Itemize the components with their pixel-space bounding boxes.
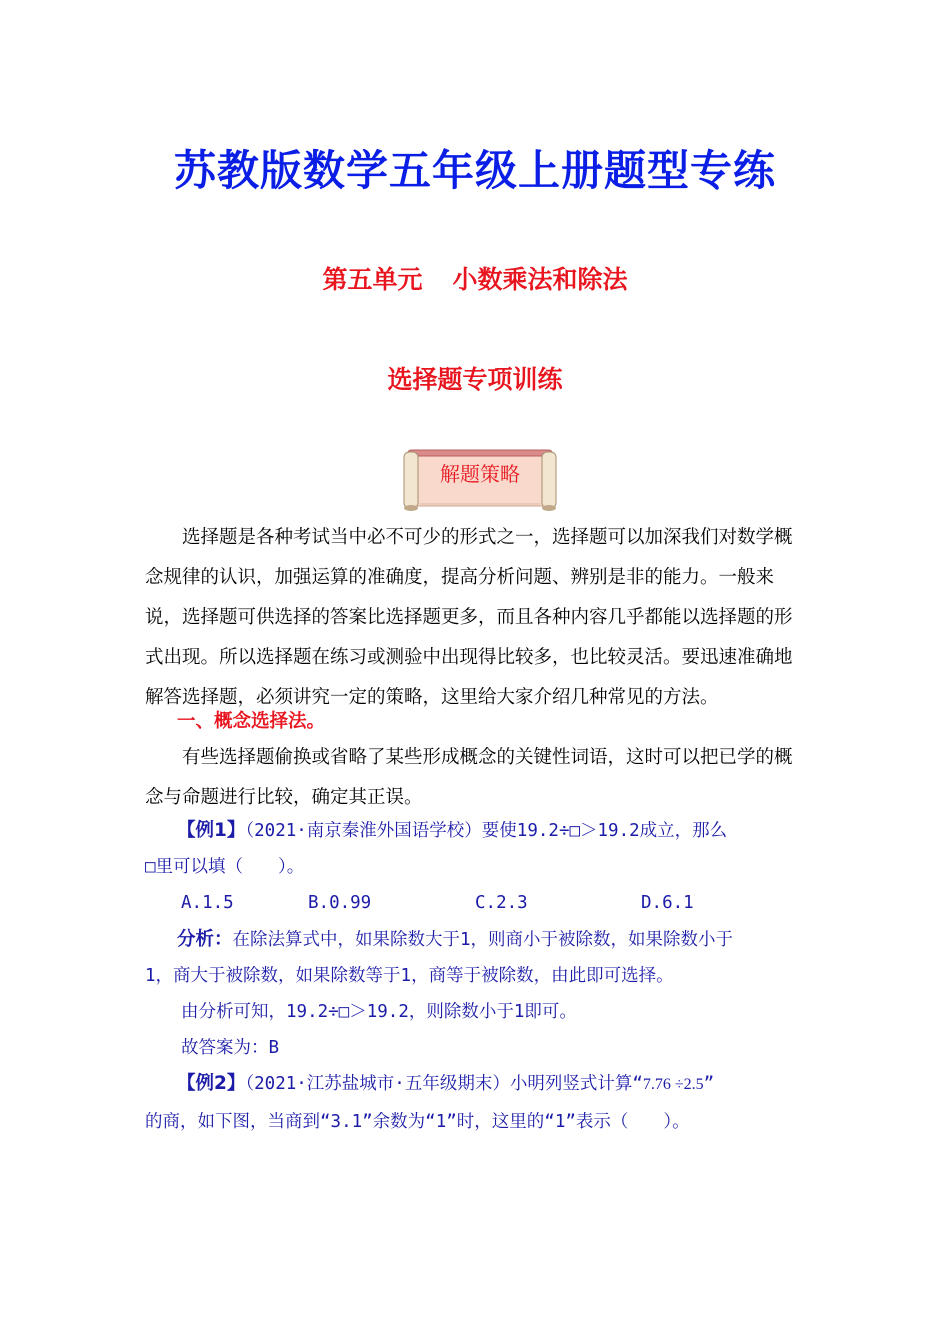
analysis-line1 bbox=[177, 922, 733, 958]
example2-close-quote: ” bbox=[703, 1074, 715, 1094]
banner-label: 解题策略 bbox=[440, 462, 520, 486]
analysis-label: 分析： bbox=[177, 929, 233, 950]
example1-question: （2021·南京秦淮外国语学校）要使19.2÷□＞19.2成立，那么 bbox=[245, 821, 728, 841]
example1-line2: □里可以填（ ）。 bbox=[145, 857, 305, 877]
unit-name: 小数乘法和除法 bbox=[452, 265, 628, 294]
option-d: D.6.1 bbox=[641, 893, 694, 913]
example2-question: （2021·江苏盐城市·五年级期末）小明列竖式计算“ bbox=[245, 1074, 643, 1094]
example1-options bbox=[0, 893, 950, 917]
option-c: C.2.3 bbox=[475, 893, 528, 913]
method1-description: 有些选择题偷换或省略了某些形成概念的关键性词语，这时可以把已学的概念与命题进行比较，确定其正误。 bbox=[145, 747, 793, 808]
example1-tag: 【例1】 bbox=[177, 820, 246, 841]
method1-heading: 一、概念选择法。 bbox=[177, 711, 326, 732]
document-title: 苏教版数学五年级上册题型专练 bbox=[173, 146, 776, 195]
analysis-line2: 1，商大于被除数，如果除数等于1，商等于被除数，由此即可选择。 bbox=[145, 966, 674, 986]
example2-tag: 【例2】 bbox=[177, 1073, 246, 1094]
section-subtitle: 选择题专项训练 bbox=[387, 365, 563, 394]
analysis-text1: 在除法算式中，如果除数大于1，则商小于被除数，如果除数小于 bbox=[232, 930, 734, 950]
example2-line2: 的商，如下图，当商到“3.1”余数为“1”时，这里的“1”表示（ ）。 bbox=[145, 1112, 690, 1132]
example1-line1 bbox=[177, 813, 727, 849]
option-b: B.0.99 bbox=[308, 893, 372, 913]
example2-line1 bbox=[177, 1066, 714, 1103]
example1-answer: 故答案为：B bbox=[181, 1038, 280, 1058]
analysis-reason: 由分析可知，19.2÷□＞19.2，则除数小于1即可。 bbox=[181, 1002, 577, 1022]
unit-heading bbox=[0, 260, 950, 296]
intro-paragraph: 选择题是各种考试当中必不可少的形式之一，选择题可以加深我们对数学概念规律的认识，加强运算的准确度，提高分析问题、辨别是非的能力。一般来说，选择题可供选择的答案比选择题更多，而且各种内容几乎都能以选择题的形式出现。所以选择题在练习或测验中出现得比较多，也比较灵活。要迅速准确地解答选择题，必须讲究一定的策略，这里给大家介绍几种常见的方法。 bbox=[145, 527, 793, 708]
example2-formula: 7.76 ÷2.5 bbox=[642, 1076, 704, 1093]
option-a: A.1.5 bbox=[181, 893, 234, 913]
unit-number: 第五单元 bbox=[322, 265, 423, 294]
